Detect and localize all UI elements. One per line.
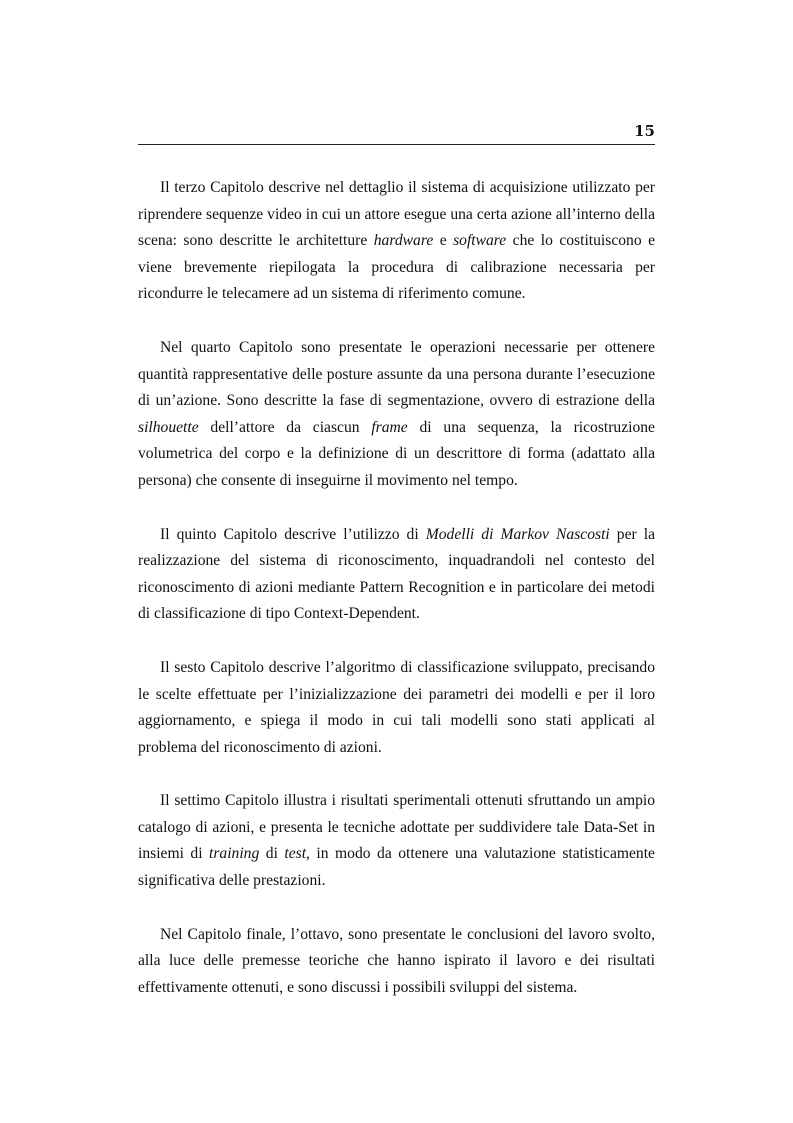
paragraph-chapter-6 — [138, 655, 655, 761]
text-run: di una sequenza, la ricostruzione volumetrica del corpo e la definizione di un descrittore di forma (adattato alla persona) che consente di inseguirne il movimento nel tempo. — [138, 418, 655, 489]
emphasized-text: Modelli di Markov Nascosti — [425, 525, 610, 543]
page-number: 15 — [634, 122, 655, 140]
paragraph-chapter-7 — [138, 788, 655, 894]
text-run: che lo costituiscono e viene brevemente riepilogata la procedura di calibrazione necessaria per ricondurre le telecamere ad un sistema di riferimento comune. — [138, 232, 656, 303]
paragraph-chapter-4 — [138, 335, 655, 495]
text-run: Il terzo Capitolo descrive nel dettaglio il sistema di acquisizione utilizzato per riprendere sequenze video in cui un attore esegue una certa azione all’interno della scena: sono descritte le architetture — [138, 179, 655, 250]
text-run: Nel quarto Capitolo sono presentate le operazioni necessarie per ottenere quantità rappresentative delle posture assunte da una persona durante l’esecuzione di un’azione. Sono descritte la fase di segmentazione, ovvero di estrazione della — [138, 338, 655, 410]
text-run: , in modo da ottenere una valutazione statisticamente significativa delle prestazioni. — [138, 845, 655, 890]
emphasized-text: hardware — [373, 232, 434, 250]
emphasized-text: silhouette — [138, 418, 199, 436]
emphasized-text: training — [209, 845, 260, 863]
text-run: Il settimo Capitolo illustra i risultati sperimentali ottenuti sfruttando un ampio catalogo di azioni, e presenta le tecniche adottate per suddividere tale Data-Set in insiemi di — [138, 792, 655, 863]
paragraph-chapter-5 — [138, 522, 655, 628]
text-run: Il quinto Capitolo descrive l’utilizzo di — [160, 525, 426, 543]
emphasized-text: frame — [371, 418, 408, 436]
text-run: dell’attore da ciascun — [198, 418, 372, 436]
text-run: Nel Capitolo finale, l’ottavo, sono presentate le conclusioni del lavoro svolto, alla luce delle premesse teoriche che hanno ispirato il lavoro e dei risultati effettivamente ottenuti, e sono discussi i possibili sviluppi del sistema. — [138, 925, 655, 996]
header-rule — [138, 144, 655, 145]
text-run: per la realizzazione del sistema di riconoscimento, inquadrandoli nel contesto del riconoscimento di azioni mediante Pattern Recognition e in particolare dei metodi di classificazione di tipo Context-Dependent. — [138, 525, 655, 623]
emphasized-text: test — [284, 845, 307, 863]
text-run: e — [433, 232, 454, 250]
paragraph-chapter-8 — [138, 922, 655, 1002]
body-text — [138, 175, 655, 1028]
paragraph-chapter-3 — [138, 175, 655, 308]
text-run: Il sesto Capitolo descrive l’algoritmo di classificazione sviluppato, precisando le scelte effettuate per l’inizializzazione dei parametri dei modelli e per il loro aggiornamento, e spiega il modo in cui tali modelli sono stati applicati al problema del riconoscimento di azioni. — [138, 658, 655, 756]
text-run: di — [259, 845, 285, 863]
emphasized-text: software — [453, 232, 507, 250]
